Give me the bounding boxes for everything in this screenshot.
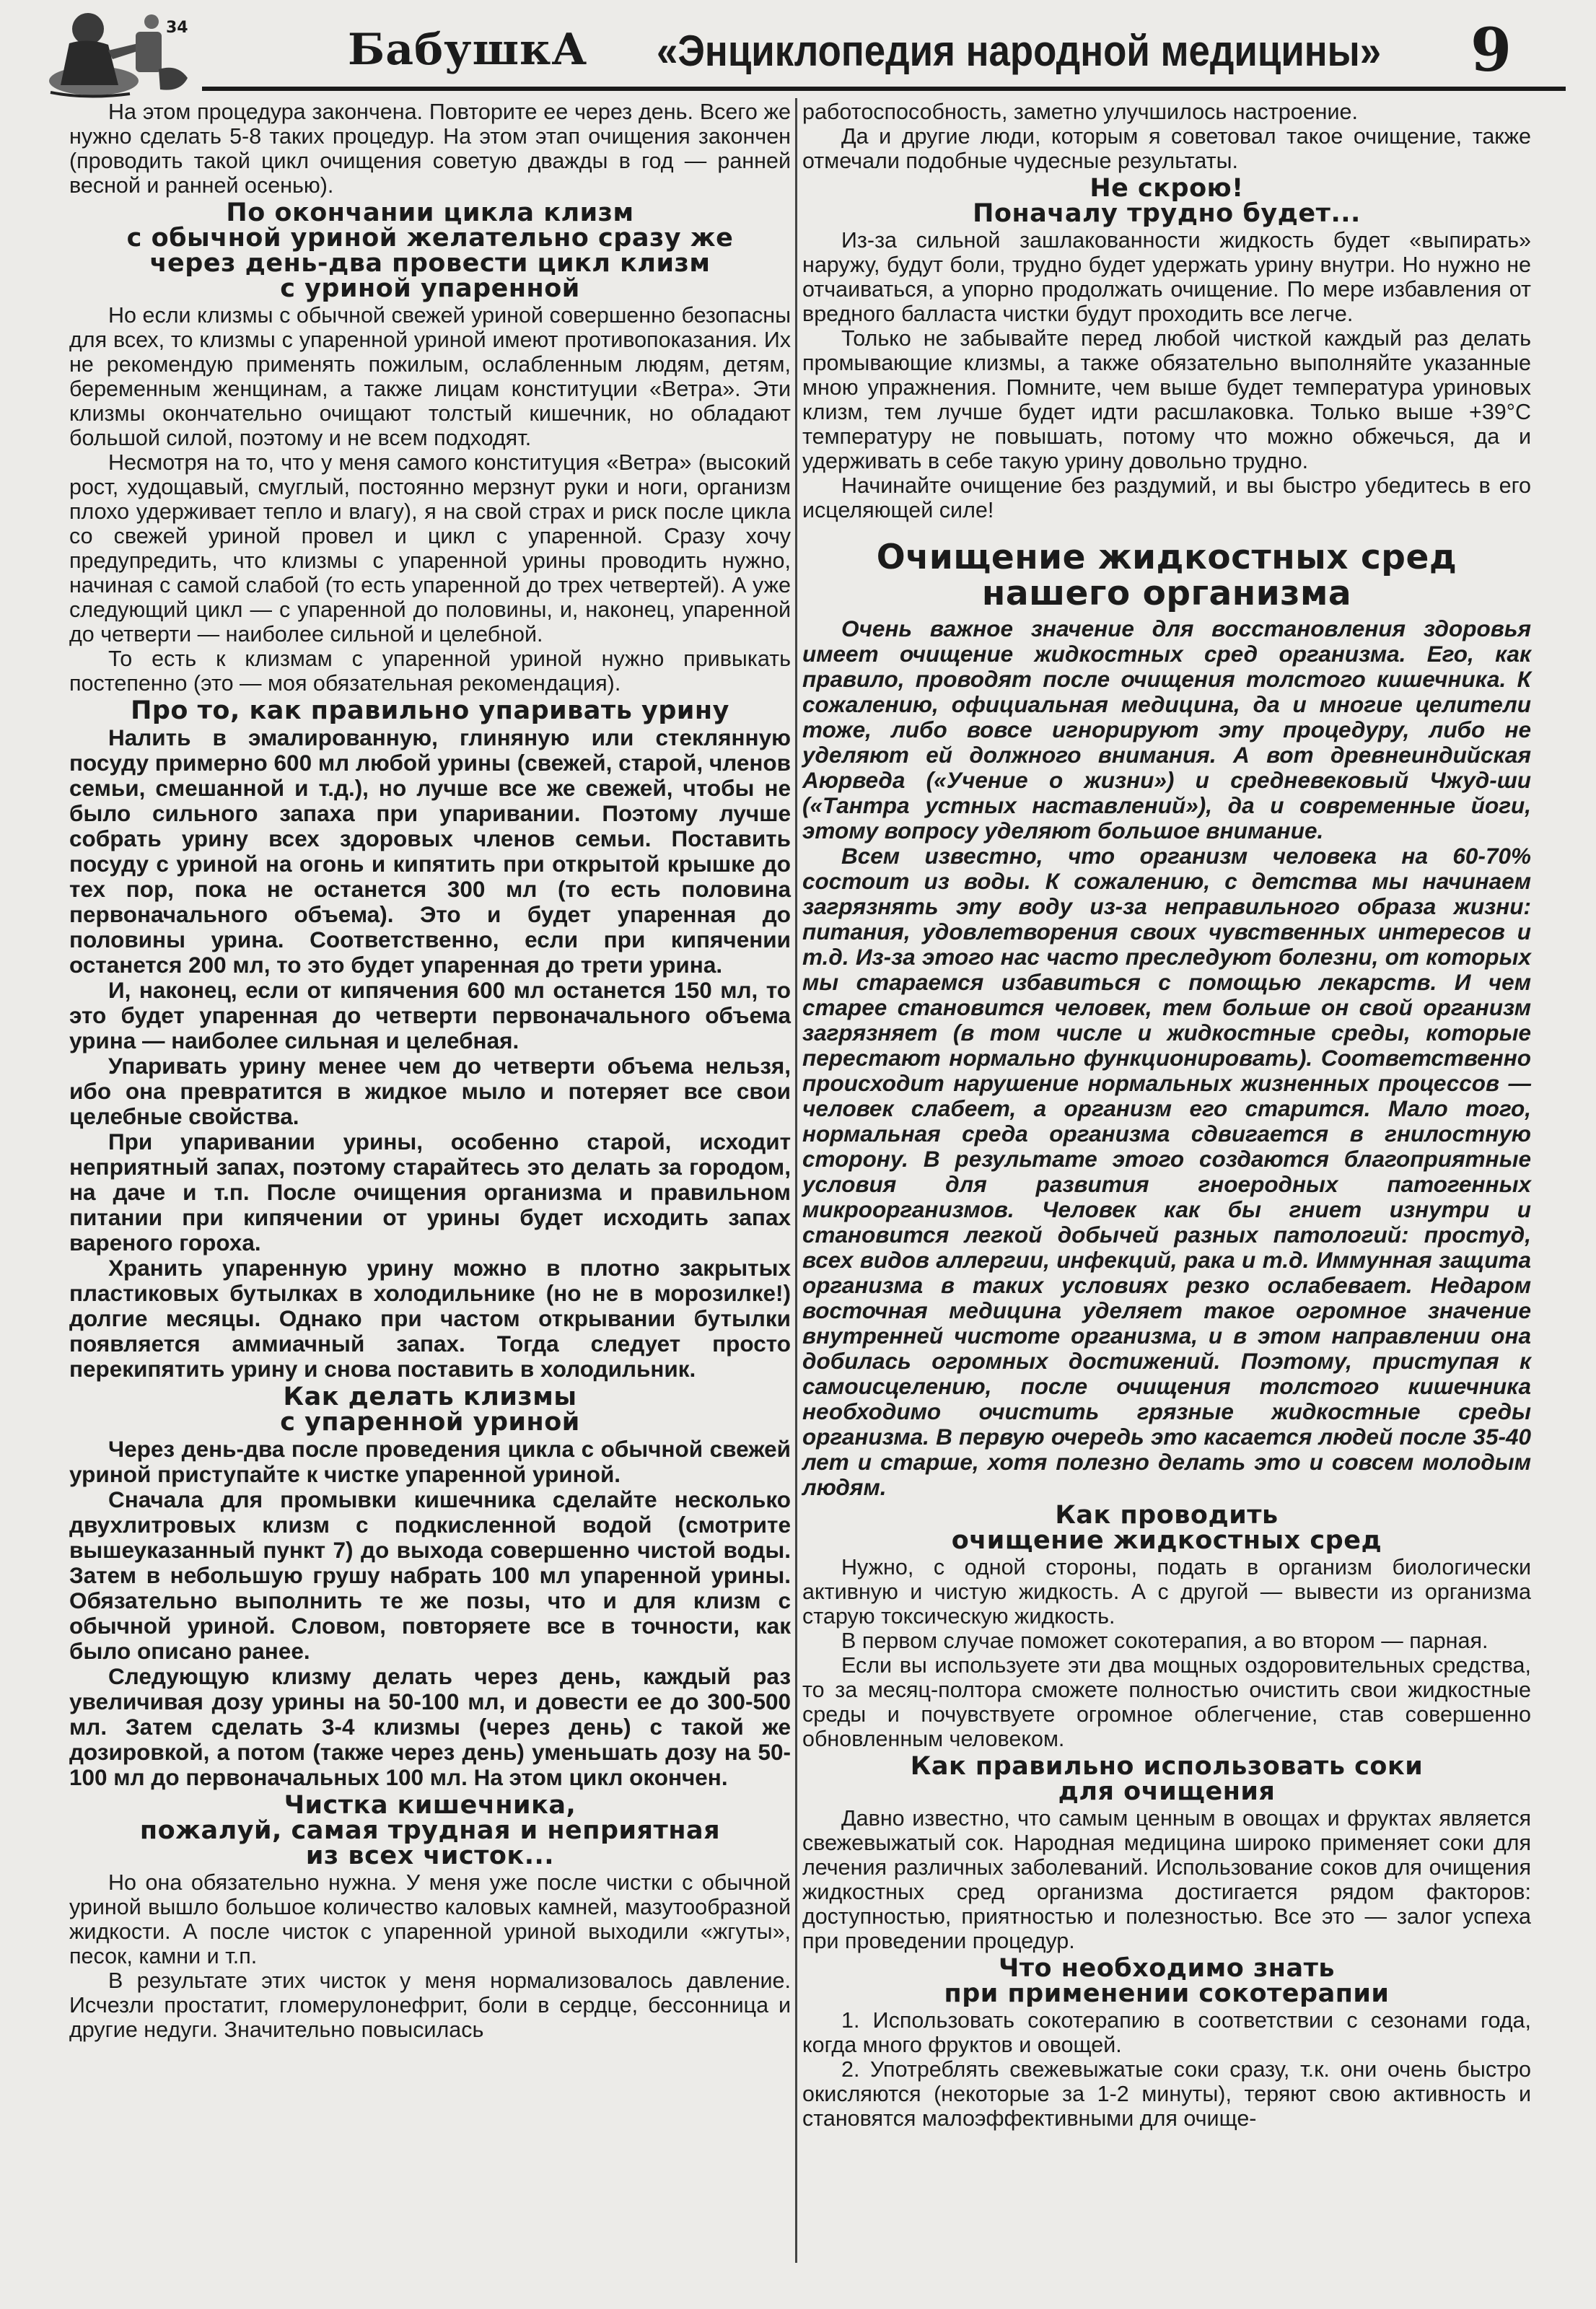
- paragraph: И, наконец, если от кипячения 600 мл останется 150 мл, то это будет упаренная до четверти первоначального объема урина — наиболее сильная и целебная.: [69, 977, 791, 1053]
- page-header: [0, 0, 1596, 108]
- section-heading: Про то, как правильно упаривать урину: [131, 696, 729, 725]
- paragraph: Из-за сильной зашлакованности жидкость будет «выпирать» наружу, будут боли, трудно будет удержать урину внутри. Но нужно не отчаиваться, а упорно продолжать очищение. По мере избавления от вредного балласта чистки будут проходить все легче.: [802, 228, 1531, 326]
- grandmother-logo-icon: [43, 0, 195, 101]
- page-number: 34: [166, 19, 188, 37]
- issue-number: 9: [1470, 16, 1512, 85]
- paragraph: Сначала для промывки кишечника сделайте несколько двухлитровых клизм с подкисленной водой (смотрите вышеуказанный пункт 7) до выхода совершенно чистой воды. Затем в небольшую грушу набрать 100 мл упаренной урины. Обязательно выполнить те же позы, что и для клизм с обычной уриной. Словом, повторяете все в точности, как было описано ранее.: [69, 1486, 791, 1664]
- section-heading: Как проводить очищение жидкостных сред: [951, 1501, 1382, 1555]
- paragraph: Несмотря на то, что у меня самого конституция «Ветра» (высокий рост, худощавый, смуглый, постоянно мерзнут руки и ноги, организм плохо удерживает тепло и влагу), я на свой страх и риск после цикла со свежей уриной провел и цикл с упаренной. Сразу хочу предупредить, что клизмы с упаренной урины проводить нужно, начиная с самой слабой (то есть упаренной до трех четвертей). А уже следующий цикл — с упаренной до половины, и, наконец, упаренной до четверти — наиболее сильной и целебной.: [69, 450, 791, 647]
- header-rule: [202, 87, 1566, 91]
- paragraph: Но если клизмы с обычной свежей уриной совершенно безопасны для всех, то клизмы с упаренной уриной имеют противопоказания. Их не рекомендую применять пожилым, ослабленным людям, детям, беременным женщинам, а также лицам конституции «Ветра». Эти клизмы окончательно очищают толстый кишечник, но обладают большой силой, поэтому и не всем подходят.: [69, 303, 791, 450]
- paragraph: работоспособность, заметно улучшилось настроение.: [802, 100, 1358, 124]
- right-column: [802, 100, 1531, 2131]
- paragraph: На этом процедура закончена. Повторите ее через день. Всего же нужно сделать 5-8 таких процедур. На этом этап очищения закончен (проводить такой цикл очищения советую дважды в год — ранней весной и ранней осенью).: [69, 100, 791, 198]
- paragraph: Начинайте очищение без раздумий, и вы быстро убедитесь в его исцеляющей силе!: [802, 473, 1531, 522]
- paragraph: Если вы используете эти два мощных оздоровительных средства, то за месяц-полтора сможете полностью очистить свои жидкостные среды и почувствуете огромное облегчение, став совершенно обновленным человеком.: [802, 1653, 1531, 1751]
- paragraph: Хранить упаренную урину можно в плотно закрытых пластиковых бутылках в холодильнике (но не в морозилке!) долгие месяцы. Однако при частом открывании бутылки появляется аммиачный запах. Тогда следует просто перекипятить урину и снова поставить в холодильник.: [69, 1255, 791, 1382]
- section-heading: Чистка кишечника, пожалуй, самая трудная и неприятная из всех чисток...: [139, 1791, 721, 1870]
- paragraph: В результате этих чисток у меня нормализовалось давление. Исчезли простатит, гломерулонефрит, боли в сердце, бессонница и другие недуги. Значительно повысилась: [69, 1968, 791, 2042]
- section-heading: Что необходимо знать при применении сокотерапии: [944, 1954, 1390, 2008]
- lead-paragraph: Очень важное значение для восстановления здоровья имеет очищение жидкостных сред организма. Его, как правило, проводят после очищения толстого кишечника. К сожалению, официальная медицина, да и многие целители тоже, либо вовсе игнорируют эту процедуру, либо не уделяют ей должного внимания. А вот древнеиндийская Аюрведа («Учение о жизни») и средневековый Чжуд-ши («Тантра устных наставлений»), да и современные йоги, этому вопросу уделяют большое внимание.: [802, 615, 1531, 844]
- article-title: Очищение жидкостных сред нашего организма: [876, 538, 1457, 613]
- lead-paragraph: Всем известно, что организм человека на 60-70% состоит из воды. К сожалению, с детства мы начинаем загрязнять эту воду из-за неправильного образа жизни: питания, удовлетворения своих чувственных интересов и т.д. Из-за этого нас часто преследуют болезни, от которых мы стараемся избавиться с помощью лекарств. И чем старее становится человек, тем больше он свой организм загрязняет (в том числе и жидкостные среды, которые перестают нормально функционировать). Соответственно происходит нарушение нормальных жизненных процессов — человек слабеет, а организм его старится. Мало того, нормальная среда организма сдвигается в гнилостную сторону. В результате этого создаются благоприятные условия для развития гноеродных патогенных микроорганизмов. Человек как бы гниет изнутри и становится легкой добычей разных патологий: простуд, всех видов аллергии, инфекций, рака и т.д. Иммунная защита организма в таких условиях резко ослабевает. Недаром восточная медицина уделяет такое огромное значение внутренней чистоте организма, и в этом направлении она добилась огромных достижений. Поэтому, приступая к самоисцелению, после очищения толстого кишечника необходимо очистить грязные жидкостные среды организма. В первую очередь это касается людей после 35-40 лет и старше, хотя полезно делать это и совсем молодым людям.: [802, 843, 1531, 1500]
- paragraph: Давно известно, что самым ценным в овощах и фруктах является свежевыжатый сок. Народная медицина широко применяет соки для лечения различных заболеваний. Использование соков для очищения жидкостных сред организма достигается рядом факторов: доступностью, приятностью и полезностью. Все это — залог успеха при проведении процедур.: [802, 1806, 1531, 1953]
- paragraph: То есть к клизмам с упаренной уриной нужно привыкать постепенно (это — моя обязательная рекомендация).: [69, 647, 791, 696]
- list-item: 1. Использовать сокотерапию в соответствии с сезонами года, когда много фруктов и овощей.: [802, 2008, 1531, 2057]
- paragraph: В первом случае поможет сокотерапия, а во втором — парная.: [841, 1629, 1488, 1653]
- left-column: [69, 100, 791, 2042]
- paragraph: Следующую клизму делать через день, каждый раз увеличивая дозу урины на 50-100 мл, и довести ее до 300-500 мл. Затем сделать 3-4 клизмы (через день) с такой же дозировкой, а потом (также через день) уменьшать дозу на 50-100 мл до первоначальных 100 мл. На этом цикл окончен.: [69, 1663, 791, 1790]
- section-heading: Не скрою! Поначалу трудно будет...: [973, 174, 1361, 228]
- newspaper-brand: БабушкА: [348, 25, 588, 75]
- list-item: 2. Употреблять свежевыжатые соки сразу, т.к. они очень быстро окисляются (некоторые за 1-2 минуты), теряют свою активность и становятся малоэффективными для очище-: [802, 2057, 1531, 2131]
- paragraph: Только не забывайте перед любой чисткой каждый раз делать промывающие клизмы, а также обязательно выполняйте указанные мною упражнения. Помните, чем выше будет температура уриновых клизм, тем лучше будет идти расшлаковка. Только выше +39°С температуру не повышать, потому что можно обжечься, да и удерживать в себе такую урину довольно трудно.: [802, 326, 1531, 473]
- paragraph: Упаривать урину менее чем до четверти объема нельзя, ибо она превратится в жидкое мыло и потеряет все свои целебные свойства.: [69, 1053, 791, 1129]
- paragraph: Да и другие люди, которым я советовал такое очищение, также отмечали подобные чудесные результаты.: [802, 124, 1531, 173]
- paragraph: При упаривании урины, особенно старой, исходит неприятный запах, поэтому старайтесь это делать за городом, на даче и т.п. После очищения организма и правильном питании при кипячении от урины будет исходить запах вареного гороха.: [69, 1129, 791, 1256]
- column-divider: [795, 98, 797, 2263]
- paragraph: Налить в эмалированную, глиняную или стеклянную посуду примерно 600 мл любой урины (свежей, старой, членов семьи, смешанной и т.д.), но лучше все же свежей, чтобы не было сильного запаха при упаривании. Поэтому лучше собрать урину всех здоровых членов семьи. Поставить посуду с уриной на огонь и кипятить при открытой крышке до тех пор, пока не останется 300 мл (то есть половина первоначального объема). Это и будет упаренная до половины урина. Соответственно, если при кипячении останется 200 мл, то это будет упаренная до трети урина.: [69, 724, 791, 978]
- paragraph: Через день-два после проведения цикла с обычной свежей уриной приступайте к чистке упаренной уриной.: [69, 1436, 791, 1487]
- paragraph: Но она обязательно нужна. У меня уже после чистки с обычной уриной вышло большое количество каловых камней, мазутообразной жидкости. А после чисток с упаренной уриной выходили «жгуты», песок, камни и т.п.: [69, 1870, 791, 1968]
- section-heading: Как правильно использовать соки для очищения: [910, 1752, 1424, 1806]
- series-title: «Энциклопедия народной медицины»: [657, 27, 1382, 75]
- section-heading: По окончании цикла клизм с обычной уриной желательно сразу же через день-два провести цикл клизм с уриной упаренной: [126, 198, 734, 303]
- section-heading: Как делать клизмы с упаренной уриной: [280, 1383, 580, 1437]
- paragraph: Нужно, с одной стороны, подать в организм биологически активную и чистую жидкость. А с другой — вывести из организма старую токсическую жидкость.: [802, 1555, 1531, 1629]
